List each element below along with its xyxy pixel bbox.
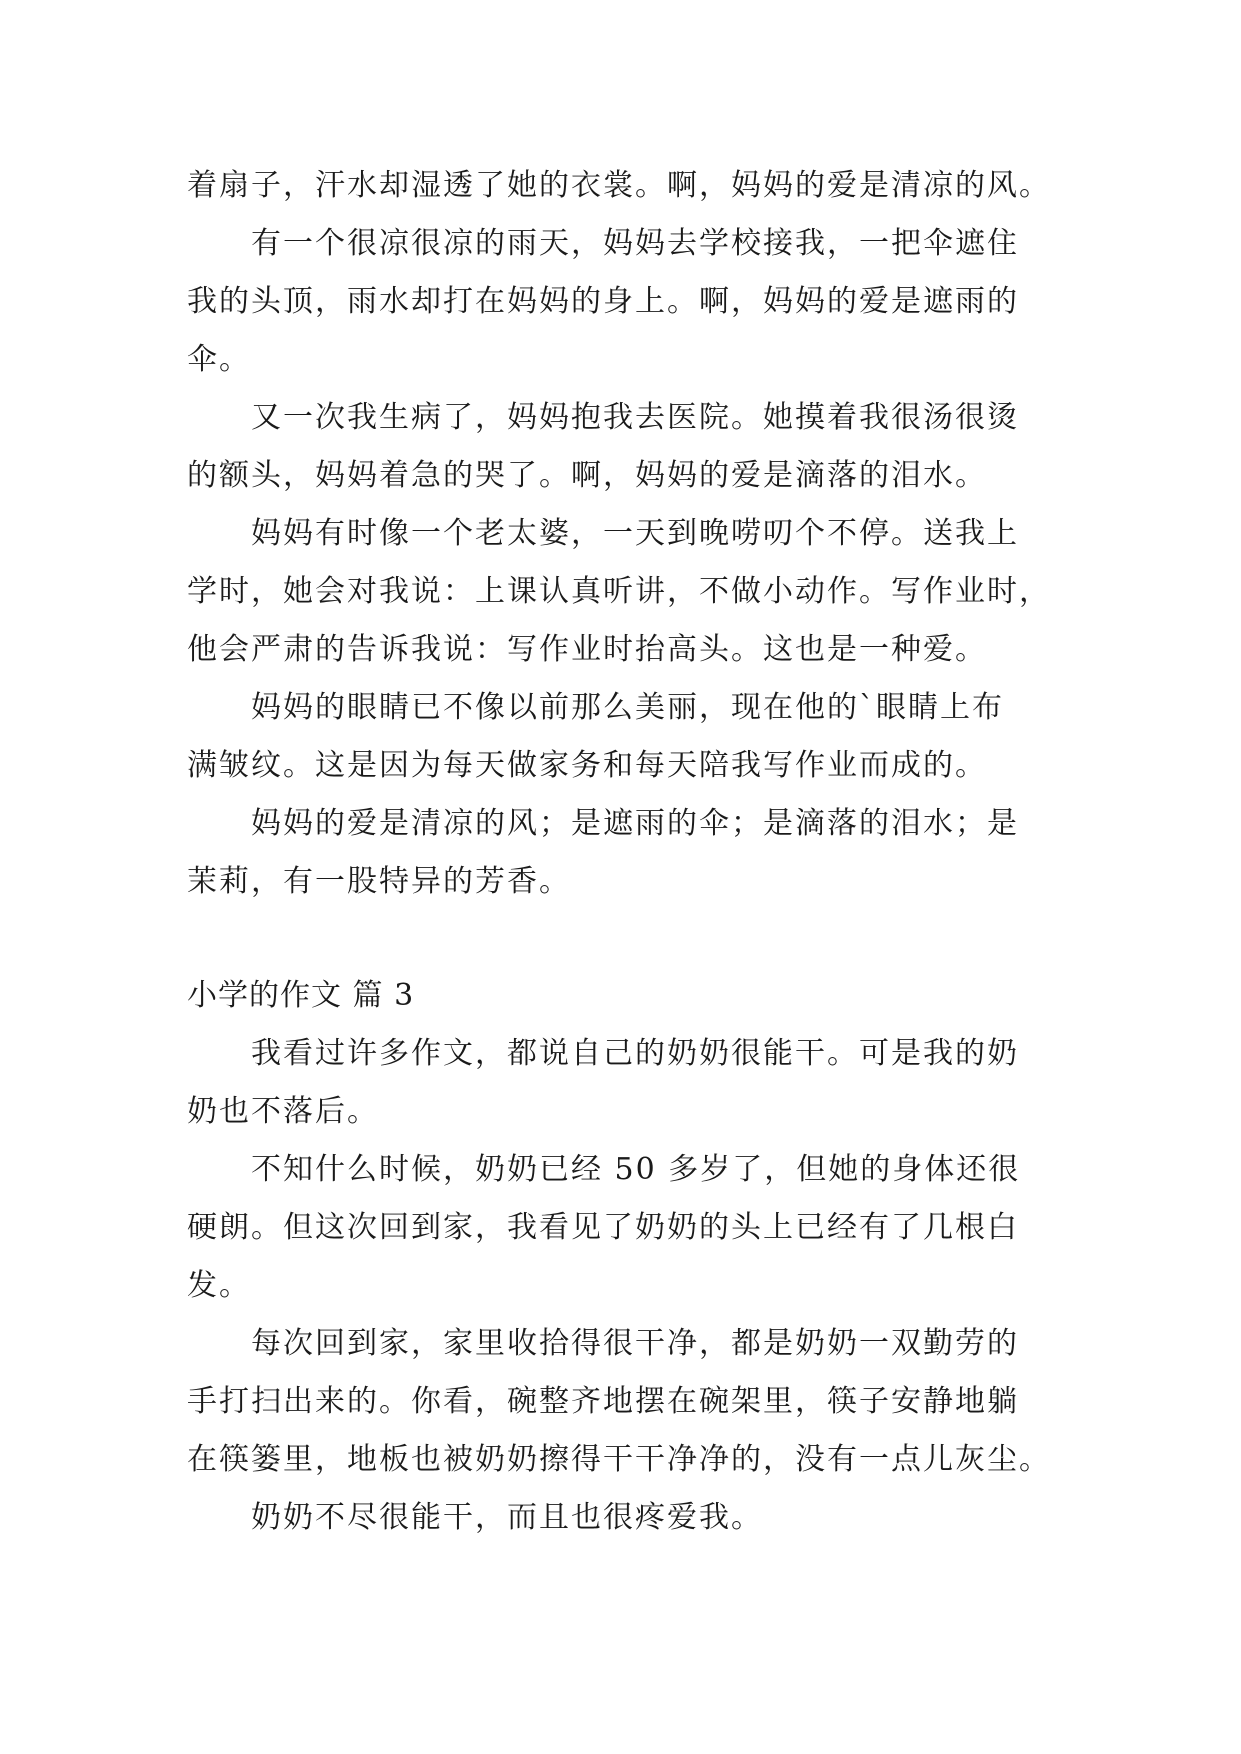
text-line: 妈妈有时像一个老太婆，一天到晚唠叨个不停。送我上: [187, 516, 1019, 551]
text-line: 奶也不落后。: [187, 1094, 379, 1129]
text-line: 学时，她会对我说：上课认真听讲，不做小动作。写作业时，: [187, 574, 1051, 609]
text-line: 我看过许多作文，都说自己的奶奶很能干。可是我的奶: [187, 1036, 1019, 1071]
text-line: 着扇子，汗水却湿透了她的衣裳。啊，妈妈的爱是清凉的风。: [187, 168, 1051, 203]
text-line: 的额头，妈妈着急的哭了。啊，妈妈的爱是滴落的泪水。: [187, 458, 987, 493]
text-line: 手打扫出来的。你看，碗整齐地摆在碗架里，筷子安静地躺: [187, 1384, 1019, 1419]
text-line: 在筷篓里，地板也被奶奶擦得干干净净的，没有一点儿灰尘。: [187, 1442, 1051, 1477]
text-line: 又一次我生病了，妈妈抱我去医院。她摸着我很汤很烫: [187, 400, 1019, 435]
text-line: 他会严肃的告诉我说：写作业时抬高头。这也是一种爱。: [187, 632, 987, 667]
text-line: 发。: [187, 1268, 251, 1303]
text-line: 奶奶不尽很能干，而且也很疼爱我。: [187, 1500, 763, 1535]
text-line: 妈妈的眼睛已不像以前那么美丽，现在他的`眼睛上布: [187, 690, 1004, 725]
text-line: 满皱纹。这是因为每天做家务和每天陪我写作业而成的。: [187, 748, 987, 783]
text-line: 硬朗。但这次回到家，我看见了奶奶的头上已经有了几根白: [187, 1210, 1019, 1245]
section-heading: 小学的作文 篇 3: [187, 978, 415, 1013]
text-line: 不知什么时候，奶奶已经 50 多岁了，但她的身体还很: [187, 1152, 1021, 1187]
text-line: 伞。: [187, 342, 251, 377]
text-line: 有一个很凉很凉的雨天，妈妈去学校接我，一把伞遮住: [187, 226, 1019, 261]
text-line: 我的头顶，雨水却打在妈妈的身上。啊，妈妈的爱是遮雨的: [187, 284, 1019, 319]
text-line: 茉莉，有一股特异的芳香。: [187, 864, 571, 899]
text-line: 妈妈的爱是清凉的风；是遮雨的伞；是滴落的泪水；是: [187, 806, 1019, 841]
text-line: 每次回到家，家里收拾得很干净，都是奶奶一双勤劳的: [187, 1326, 1019, 1361]
